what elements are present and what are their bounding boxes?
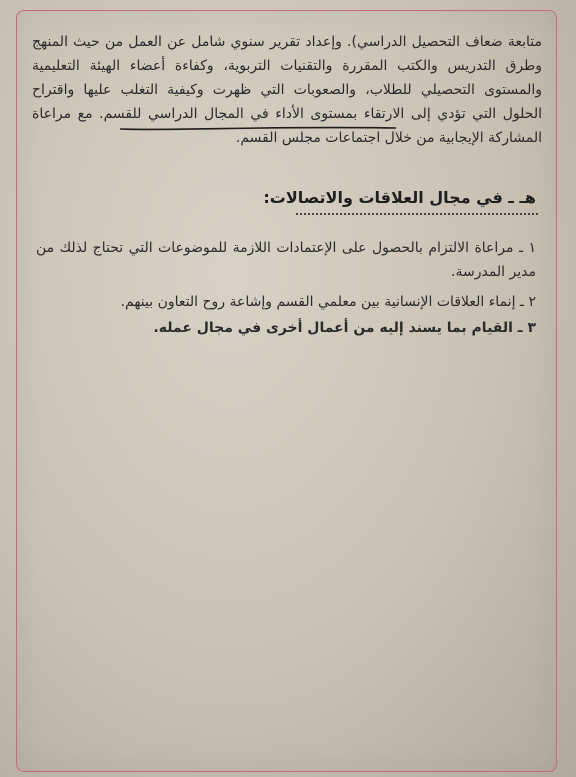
handwritten-underline xyxy=(118,123,398,133)
heading-dotted-underline xyxy=(296,213,538,215)
list-item: ٢ ـ إنماء العلاقات الإنسانية بين معلمي القسم وإشاعة روح التعاون بينهم. xyxy=(120,294,536,310)
intro-paragraph: متابعة ضعاف التحصيل الدراسي). وإعداد تقرير سنوي شامل عن العمل من حيث المنهج وطرق التدريس والكتب المقررة والتقنيات التربوية، وكفاءة أعضاء الهيئة التعليمية والمستوى التحصيلي للطلاب، والصعوبات التي ظهرت وكيفية التغلب عليها واقتراح الحلول التي تؤدي إلى الارتقاء بمستوى الأداء في المجال الدراسي للقسم. مع مراعاة المشاركة الإيجابية من خلال اجتماعات مجلس القسم. xyxy=(32,34,542,146)
section-heading: هـ ـ في مجال العلاقات والاتصالات: xyxy=(263,188,536,207)
list-item: ٣ ـ القيام بما يسند إليه من أعمال أخرى في مجال عمله. xyxy=(153,320,536,336)
list-item: ١ ـ مراعاة الالتزام بالحصول على الإعتمادات اللازمة للموضوعات التي تحتاج لذلك من مدير المدرسة. xyxy=(36,240,536,280)
